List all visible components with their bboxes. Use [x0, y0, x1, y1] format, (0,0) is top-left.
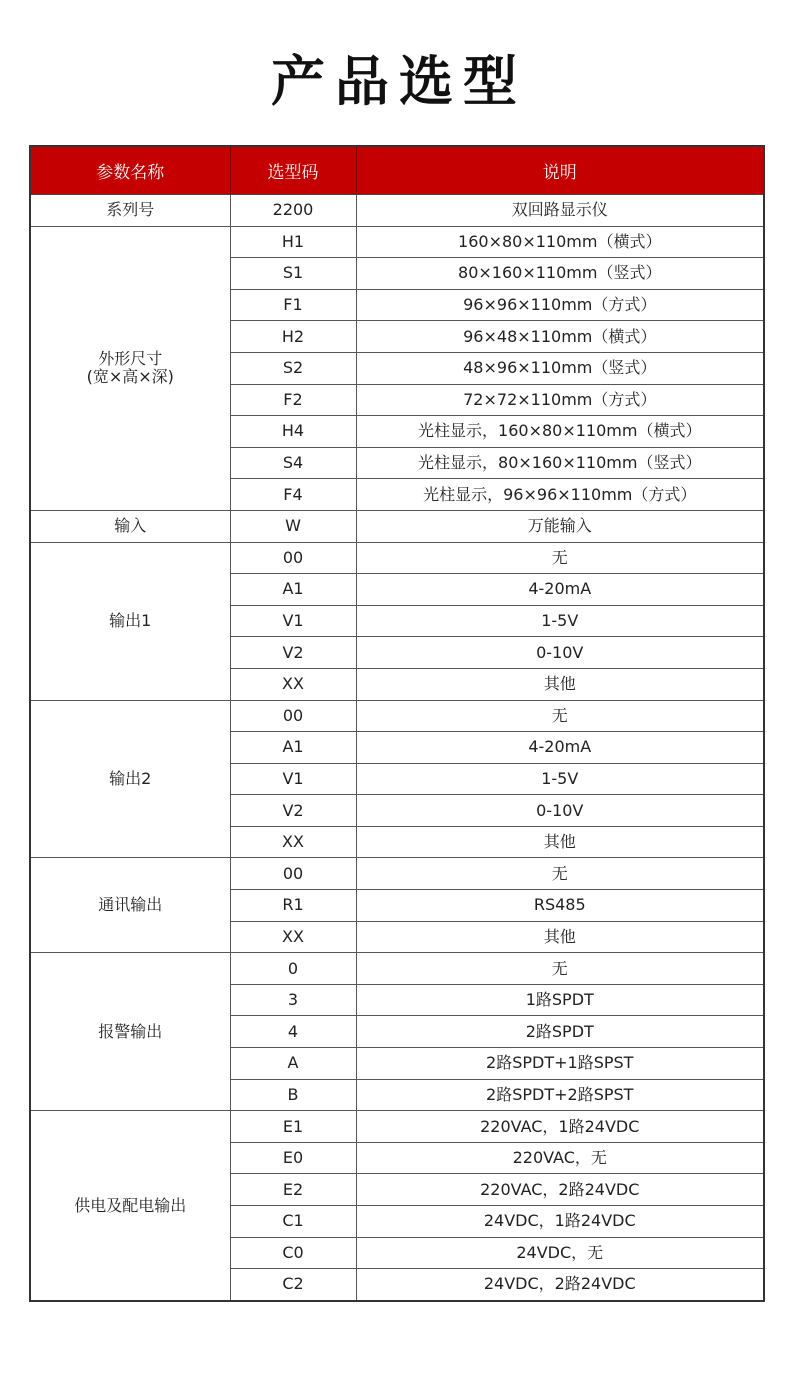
description-cell: 1路SPDT [356, 984, 764, 1016]
description-cell: 160×80×110mm（横式） [356, 226, 764, 258]
code-cell: V2 [230, 637, 356, 669]
code-cell: H4 [230, 416, 356, 448]
param-name-line: (宽×高×深) [86, 367, 174, 387]
code-cell: XX [230, 668, 356, 700]
description-cell: 96×96×110mm（方式） [356, 289, 764, 321]
description-cell: 双回路显示仪 [356, 195, 764, 227]
table-row [30, 1111, 764, 1143]
description-cell: 48×96×110mm（竖式） [356, 352, 764, 384]
param-name-cell: 通讯输出 [30, 858, 230, 953]
code-cell: F1 [230, 289, 356, 321]
description-cell: 2路SPDT+2路SPST [356, 1079, 764, 1111]
param-name-cell: 输出1 [30, 542, 230, 700]
table-body [30, 195, 764, 1301]
table-header-row [30, 146, 764, 195]
param-name-cell: 输出2 [30, 700, 230, 858]
code-cell: V1 [230, 763, 356, 795]
param-name-cell: 报警输出 [30, 953, 230, 1111]
code-cell: A1 [230, 574, 356, 606]
description-cell: 其他 [356, 668, 764, 700]
code-cell: 0 [230, 953, 356, 985]
code-cell: XX [230, 826, 356, 858]
table-row [30, 700, 764, 732]
description-cell: 无 [356, 858, 764, 890]
code-cell: B [230, 1079, 356, 1111]
code-cell: XX [230, 921, 356, 953]
description-cell: 4-20mA [356, 574, 764, 606]
code-cell: C1 [230, 1206, 356, 1238]
description-cell: 2路SPDT [356, 1016, 764, 1048]
description-cell: 0-10V [356, 795, 764, 827]
table-row [30, 858, 764, 890]
code-cell: 00 [230, 858, 356, 890]
code-cell: V1 [230, 605, 356, 637]
code-cell: E0 [230, 1142, 356, 1174]
code-cell: H2 [230, 321, 356, 353]
description-cell: 光柱显示，80×160×110mm（竖式） [356, 447, 764, 479]
code-cell: A [230, 1048, 356, 1080]
description-cell: 4-20mA [356, 732, 764, 764]
page-title: 产品选型 [271, 50, 527, 113]
table-row [30, 542, 764, 574]
table-row [30, 953, 764, 985]
code-cell: S1 [230, 258, 356, 290]
description-cell: 1-5V [356, 605, 764, 637]
description-cell: 无 [356, 700, 764, 732]
code-cell: V2 [230, 795, 356, 827]
description-cell: 220VAC，无 [356, 1142, 764, 1174]
code-cell: H1 [230, 226, 356, 258]
description-cell: 无 [356, 542, 764, 574]
code-cell: R1 [230, 890, 356, 922]
description-cell: 其他 [356, 921, 764, 953]
description-cell: 万能输入 [356, 510, 764, 542]
param-name-cell: 输入 [30, 510, 230, 542]
code-cell: F2 [230, 384, 356, 416]
description-cell: 72×72×110mm（方式） [356, 384, 764, 416]
description-cell: 96×48×110mm（横式） [356, 321, 764, 353]
code-cell: S4 [230, 447, 356, 479]
description-cell: 24VDC，无 [356, 1237, 764, 1269]
code-cell: E2 [230, 1174, 356, 1206]
code-cell: 00 [230, 542, 356, 574]
code-cell: C0 [230, 1237, 356, 1269]
description-cell: 2路SPDT+1路SPST [356, 1048, 764, 1080]
description-cell: 无 [356, 953, 764, 985]
code-cell: 2200 [230, 195, 356, 227]
description-cell: 其他 [356, 826, 764, 858]
description-cell: 24VDC，2路24VDC [356, 1269, 764, 1301]
description-cell: 光柱显示，96×96×110mm（方式） [356, 479, 764, 511]
code-cell: 3 [230, 984, 356, 1016]
code-cell: S2 [230, 352, 356, 384]
description-cell: 24VDC，1路24VDC [356, 1206, 764, 1238]
param-name-cell: 系列号 [30, 195, 230, 227]
table-row [30, 226, 764, 258]
code-cell: F4 [230, 479, 356, 511]
param-name-cell: 供电及配电输出 [30, 1111, 230, 1301]
code-cell: C2 [230, 1269, 356, 1301]
table-row [30, 510, 764, 542]
code-cell: W [230, 510, 356, 542]
description-cell: 220VAC，1路24VDC [356, 1111, 764, 1143]
description-cell: 0-10V [356, 637, 764, 669]
header-description: 说明 [356, 146, 764, 195]
description-cell: 光柱显示，160×80×110mm（横式） [356, 416, 764, 448]
param-name-cell [30, 226, 230, 510]
description-cell: 80×160×110mm（竖式） [356, 258, 764, 290]
param-name-line: 外形尺寸 [98, 349, 163, 369]
selection-table [29, 145, 765, 1302]
table-row [30, 195, 764, 227]
header-param-name: 参数名称 [30, 146, 230, 195]
header-code: 选型码 [230, 146, 356, 195]
code-cell: 4 [230, 1016, 356, 1048]
code-cell: A1 [230, 732, 356, 764]
code-cell: 00 [230, 700, 356, 732]
description-cell: RS485 [356, 890, 764, 922]
description-cell: 1-5V [356, 763, 764, 795]
description-cell: 220VAC，2路24VDC [356, 1174, 764, 1206]
code-cell: E1 [230, 1111, 356, 1143]
